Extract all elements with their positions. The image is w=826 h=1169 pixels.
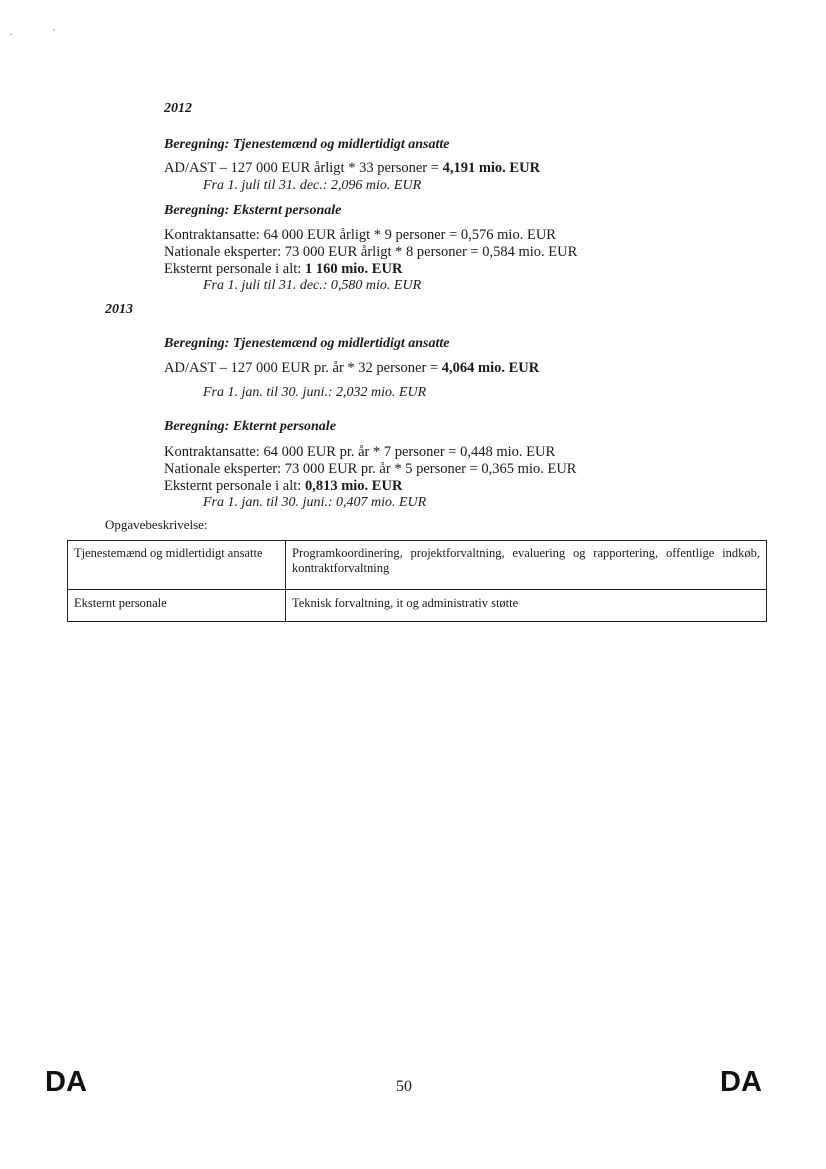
- staff-calc-text-2012: AD/AST – 127 000 EUR årligt * 33 personer =: [164, 160, 443, 176]
- staff-calc-line-2012: [164, 160, 540, 177]
- external-period-2013: Fra 1. jan. til 30. juni.: 0,407 mio. EUR: [203, 495, 427, 510]
- external-line-experts-2012: Nationale eksperter: 73 000 EUR årligt * 8 personer = 0,584 mio. EUR: [164, 244, 578, 260]
- scan-speck: [10, 33, 12, 35]
- external-calc-heading-2013: Beregning: Ekternt personale: [164, 419, 336, 434]
- external-total-value-2013: 0,813 mio. EUR: [304, 478, 403, 494]
- staff-calc-total-2013: 4,064 mio. EUR: [441, 360, 540, 376]
- table-row: [68, 590, 767, 622]
- staff-calc-heading-2012: Beregning: Tjenestemænd og midlertidigt ansatte: [164, 137, 450, 152]
- external-line-contract-2012: Kontraktansatte: 64 000 EUR årligt * 9 personer = 0,576 mio. EUR: [164, 227, 556, 243]
- external-period-2012: Fra 1. juli til 31. dec.: 0,580 mio. EUR: [203, 278, 422, 293]
- external-line-experts-2013: Nationale eksperter: 73 000 EUR pr. år * 5 personer = 0,365 mio. EUR: [164, 461, 577, 477]
- external-total-line-2012: [164, 261, 402, 278]
- external-total-value-2012: 1 160 mio. EUR: [304, 261, 403, 277]
- task-description-label: Opgavebeskrivelse:: [105, 517, 208, 532]
- task-category-cell: Eksternt personale: [68, 590, 286, 622]
- staff-period-2012: Fra 1. juli til 31. dec.: 2,096 mio. EUR: [203, 178, 422, 193]
- scan-speck: [53, 29, 55, 31]
- language-code-left: DA: [45, 1066, 87, 1098]
- staff-calc-total-2012: 4,191 mio. EUR: [442, 160, 541, 176]
- year-2012-heading: 2012: [164, 101, 192, 116]
- page-number: 50: [396, 1078, 412, 1095]
- staff-period-2013: Fra 1. jan. til 30. juni.: 2,032 mio. EUR: [203, 385, 427, 400]
- staff-calc-line-2013: [164, 360, 539, 377]
- staff-calc-text-2013: AD/AST – 127 000 EUR pr. år * 32 personer =: [164, 360, 442, 376]
- external-total-label-2012: Eksternt personale i alt:: [164, 261, 305, 277]
- task-description-cell: Programkoordinering, projektforvaltning, evaluering og rapportering, offentlige indkøb, kontraktforvaltning: [286, 541, 767, 590]
- task-category-cell: Tjenestemænd og midlertidigt ansatte: [68, 541, 286, 590]
- external-total-label-2013: Eksternt personale i alt:: [164, 478, 305, 494]
- task-description-cell: Teknisk forvaltning, it og administrativ støtte: [286, 590, 767, 622]
- external-line-contract-2013: Kontraktansatte: 64 000 EUR pr. år * 7 personer = 0,448 mio. EUR: [164, 444, 556, 460]
- external-total-line-2013: [164, 478, 402, 495]
- external-calc-heading-2012: Beregning: Eksternt personale: [164, 203, 342, 218]
- year-2013-heading: 2013: [105, 302, 133, 317]
- staff-calc-heading-2013: Beregning: Tjenestemænd og midlertidigt ansatte: [164, 336, 450, 351]
- table-row: [68, 541, 767, 590]
- language-code-right: DA: [720, 1066, 762, 1098]
- task-table: [67, 540, 767, 622]
